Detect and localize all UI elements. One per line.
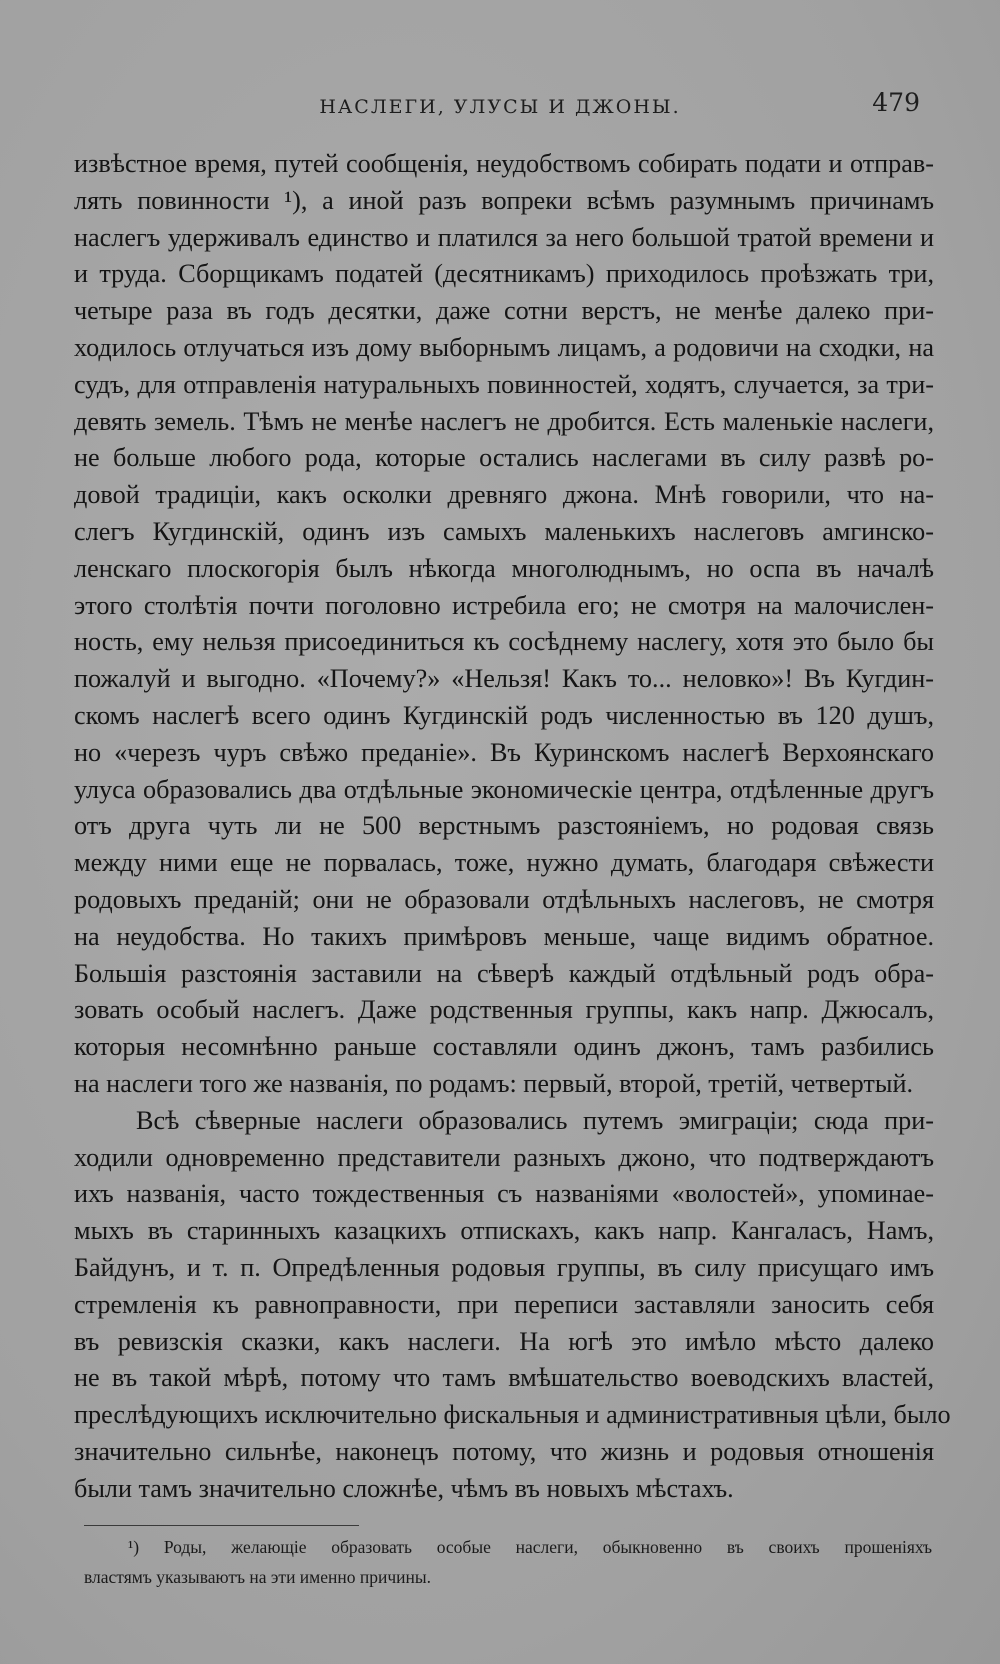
- text-line: родовыхъ преданій; они не образовали отдѣльныхъ наслеговъ, не смотря: [74, 884, 934, 914]
- text-line: лять повинности ¹), а иной разъ вопреки всѣмъ разумнымъ причинамъ: [74, 185, 934, 215]
- footnote-line: властямъ указываютъ на эти именно причины.: [84, 1567, 432, 1587]
- text-line: и труда. Сборщикамъ податей (десятникамъ) приходилось проѣзжать три,: [74, 259, 934, 289]
- text-line: отъ друга чуть ли не 500 верстнымъ разстояніемъ, но родовая связь: [74, 811, 934, 841]
- body-text: [74, 146, 951, 1507]
- text-line: четыре раза въ годъ десятки, даже сотни верстъ, не менѣе далеко при-: [74, 296, 934, 326]
- text-line: улуса образовались два отдѣльные экономическіе центра, отдѣленные другъ: [74, 774, 934, 804]
- text-line: судъ, для отправленія натуральныхъ повинностей, ходятъ, случается, за три-: [74, 369, 934, 399]
- text-line: ихъ названія, часто тождественныя съ названіями «волостей», упоминае-: [74, 1179, 934, 1209]
- text-line: Всѣ сѣверные наслеги образовались путемъ эмиграціи; сюда при-: [136, 1105, 934, 1135]
- text-line: были тамъ значительно сложнѣе, чѣмъ въ новыхъ мѣстахъ.: [74, 1473, 734, 1503]
- text-line: девять земель. Тѣмъ не менѣе наслегъ не дробится. Есть маленькіе наслеги,: [74, 406, 934, 436]
- text-line: Байдунъ, и т. п. Опредѣленныя родовыя группы, въ силу присущаго имъ: [74, 1252, 934, 1282]
- paragraph: [74, 1103, 951, 1508]
- text-line: ходилось отлучаться изъ дому выборнымъ лицамъ, а родовичи на сходки, на: [74, 332, 934, 362]
- paragraph: [74, 146, 934, 1103]
- text-line: значительно сильнѣе, наконецъ потому, что жизнь и родовыя отношенія: [74, 1436, 934, 1466]
- running-head: НАСЛЕГИ, УЛУСЫ И ДЖОНЫ.: [319, 96, 681, 118]
- text-line: стремленія къ равноправности, при переписи заставляли заносить себя: [74, 1289, 934, 1319]
- text-line: наслегъ удерживалъ единство и платился за него большой тратой времени и: [74, 222, 934, 252]
- text-line: но «черезъ чуръ свѣжо преданіе». Въ Куринскомъ наслегѣ Верхоянскаго: [74, 737, 934, 767]
- text-line: довой традиціи, какъ осколки древняго джона. Мнѣ говорили, что на-: [74, 480, 934, 510]
- text-line: ность, ему нельзя присоединиться къ сосѣднему наслегу, хотя это было бы: [74, 627, 934, 657]
- text-line: слегъ Кугдинскій, одинъ изъ самыхъ маленькихъ наслеговъ амгинско-: [74, 516, 934, 546]
- text-line: скомъ наслегѣ всего одинъ Кугдинскій родъ численностью въ 120 душъ,: [74, 700, 934, 730]
- footnote-line: ¹) Роды, желающіе образовать особые наслеги, обыкновенно въ своихъ прошеніяхъ: [128, 1537, 932, 1557]
- text-line: мыхъ въ старинныхъ казацкихъ отпискахъ, какъ напр. Кангаласъ, Намъ,: [74, 1216, 934, 1246]
- footnote-divider: [84, 1525, 359, 1526]
- text-line: не въ такой мѣрѣ, потому что тамъ вмѣшательство воеводскихъ властей,: [74, 1363, 934, 1393]
- text-line: ходили одновременно представители разныхъ джоно, что подтверждаютъ: [74, 1142, 934, 1172]
- text-line: Большія разстоянія заставили на сѣверѣ каждый отдѣльный родъ обра-: [74, 958, 934, 988]
- text-line: на наслеги того же названія, по родамъ: первый, второй, третій, четвертый.: [74, 1068, 914, 1098]
- page-number: 479: [872, 88, 920, 117]
- text-line: которыя несомнѣнно раньше составляли одинъ джонъ, тамъ разбились: [74, 1032, 934, 1062]
- text-line: извѣстное время, путей сообщенія, неудобствомъ собирать подати и отправ-: [74, 149, 934, 178]
- text-line: не больше любого рода, которые остались наслегами въ силу развѣ ро-: [74, 443, 934, 473]
- text-line: этого столѣтія почти поголовно истребила его; не смотря на малочислен-: [74, 590, 934, 620]
- text-line: ленскаго плоскогорія былъ нѣкогда многолюднымъ, но оспа въ началѣ: [74, 553, 934, 583]
- text-line: на неудобства. Но такихъ примѣровъ меньше, чаще видимъ обратное.: [74, 921, 934, 951]
- text-line: въ ревизскія сказки, какъ наслеги. На югѣ это имѣло мѣсто далеко: [74, 1326, 934, 1356]
- text-line: пожалуй и выгодно. «Почему?» «Нельзя! Какъ то... неловко»! Въ Кугдин-: [74, 664, 934, 694]
- text-line: зовать особый наслегъ. Даже родственныя группы, какъ напр. Джюсалъ,: [74, 995, 934, 1025]
- text-line: преслѣдующихъ исключительно фискальныя и административныя цѣли, было: [74, 1400, 951, 1430]
- footnote: [84, 1532, 932, 1592]
- text-line: между ними еще не порвалась, тоже, нужно думать, благодаря свѣжести: [74, 848, 934, 878]
